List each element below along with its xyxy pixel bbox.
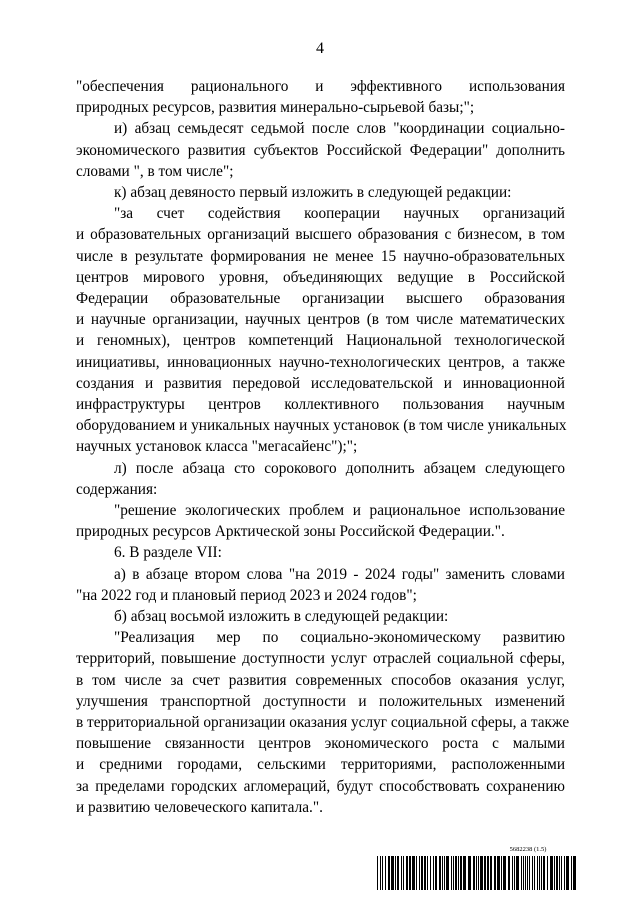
text-line: "решение экологических проблем и рациональное использование	[114, 502, 565, 519]
text-line: экономического развития субъектов Российской Федерации" дополнить	[76, 141, 565, 159]
text-line: а) в абзаце втором слова "на 2019 - 2024 годы" заменить словами	[114, 565, 565, 583]
text-line: инициативы, инновационных научно-технологических центров, а также	[76, 353, 565, 371]
text-line: и развитию человеческого капитала.".	[76, 798, 323, 816]
text-line: научных установок класса "мегасайенс");";	[76, 438, 358, 456]
text-line: за пределами городских агломераций, будут способствовать сохранению	[76, 777, 565, 795]
text-line: "Реализация мер по социально-экономическому развитию	[114, 629, 565, 647]
document-code: 5682238 (1.5)	[509, 846, 547, 853]
text-line: и геномных), центров компетенций Национальной технологической	[76, 332, 565, 350]
text-line: инфраструктуры центров коллективного пользования научным	[76, 396, 565, 413]
barcode-icon	[377, 856, 577, 890]
text-line: к) абзац девяносто первый изложить в следующей редакции:	[114, 184, 512, 201]
text-line: числе в результате формирования не менее 15 научно-образовательных	[76, 247, 565, 265]
text-line: "за счет содействия кооперации научных организаций	[114, 205, 565, 223]
text-line: центров мирового уровня, объединяющих ведущие в Российской	[76, 268, 565, 286]
text-line: и образовательных организаций высшего образования с бизнесом, в том	[76, 226, 565, 244]
text-line: и средними городами, сельскими территориями, расположенными	[76, 756, 565, 774]
text-line: и научные организации, научных центров (в том числе математических	[76, 311, 565, 329]
text-line: в территориальной организации оказания услуг социальной сферы, а также	[76, 714, 570, 731]
text-line: оборудованием и уникальных научных установок (в том числе уникальных	[76, 417, 567, 435]
text-line: повышение связанности центров экономического роста с малыми	[76, 735, 565, 753]
text-line: б) абзац восьмой изложить в следующей редакции:	[114, 608, 449, 625]
text-line: создания и развития передовой исследовательской и инновационной	[76, 374, 565, 392]
text-line: природных ресурсов Арктической зоны Российской Федерации.".	[76, 523, 505, 541]
text-line: территорий, повышение доступности услуг отраслей социальной сферы,	[76, 650, 565, 668]
text-line: л) после абзаца сто сорокового дополнить абзацем следующего	[114, 459, 565, 477]
text-line: природных ресурсов, развития минерально-сырьевой базы;";	[76, 99, 475, 117]
text-line: "обеспечения рационального и эффективного использования	[76, 78, 565, 95]
text-line: и) абзац семьдесят седьмой после слов "координации социально-	[114, 120, 565, 138]
text-line: в том числе за счет развития современных способов оказания услуг,	[76, 671, 565, 689]
text-line: 6. В разделе VII:	[114, 544, 222, 562]
text-line: словами ", в том числе";	[76, 162, 234, 180]
text-line: содержания:	[76, 480, 158, 498]
text-line: "на 2022 год и плановый период 2023 и 2024 годов";	[76, 586, 417, 604]
text-line: улучшения транспортной доступности и положительных изменений	[76, 692, 565, 710]
page-number: 4	[316, 40, 324, 57]
text-line: Федерации образовательные организации высшего образования	[76, 290, 565, 307]
